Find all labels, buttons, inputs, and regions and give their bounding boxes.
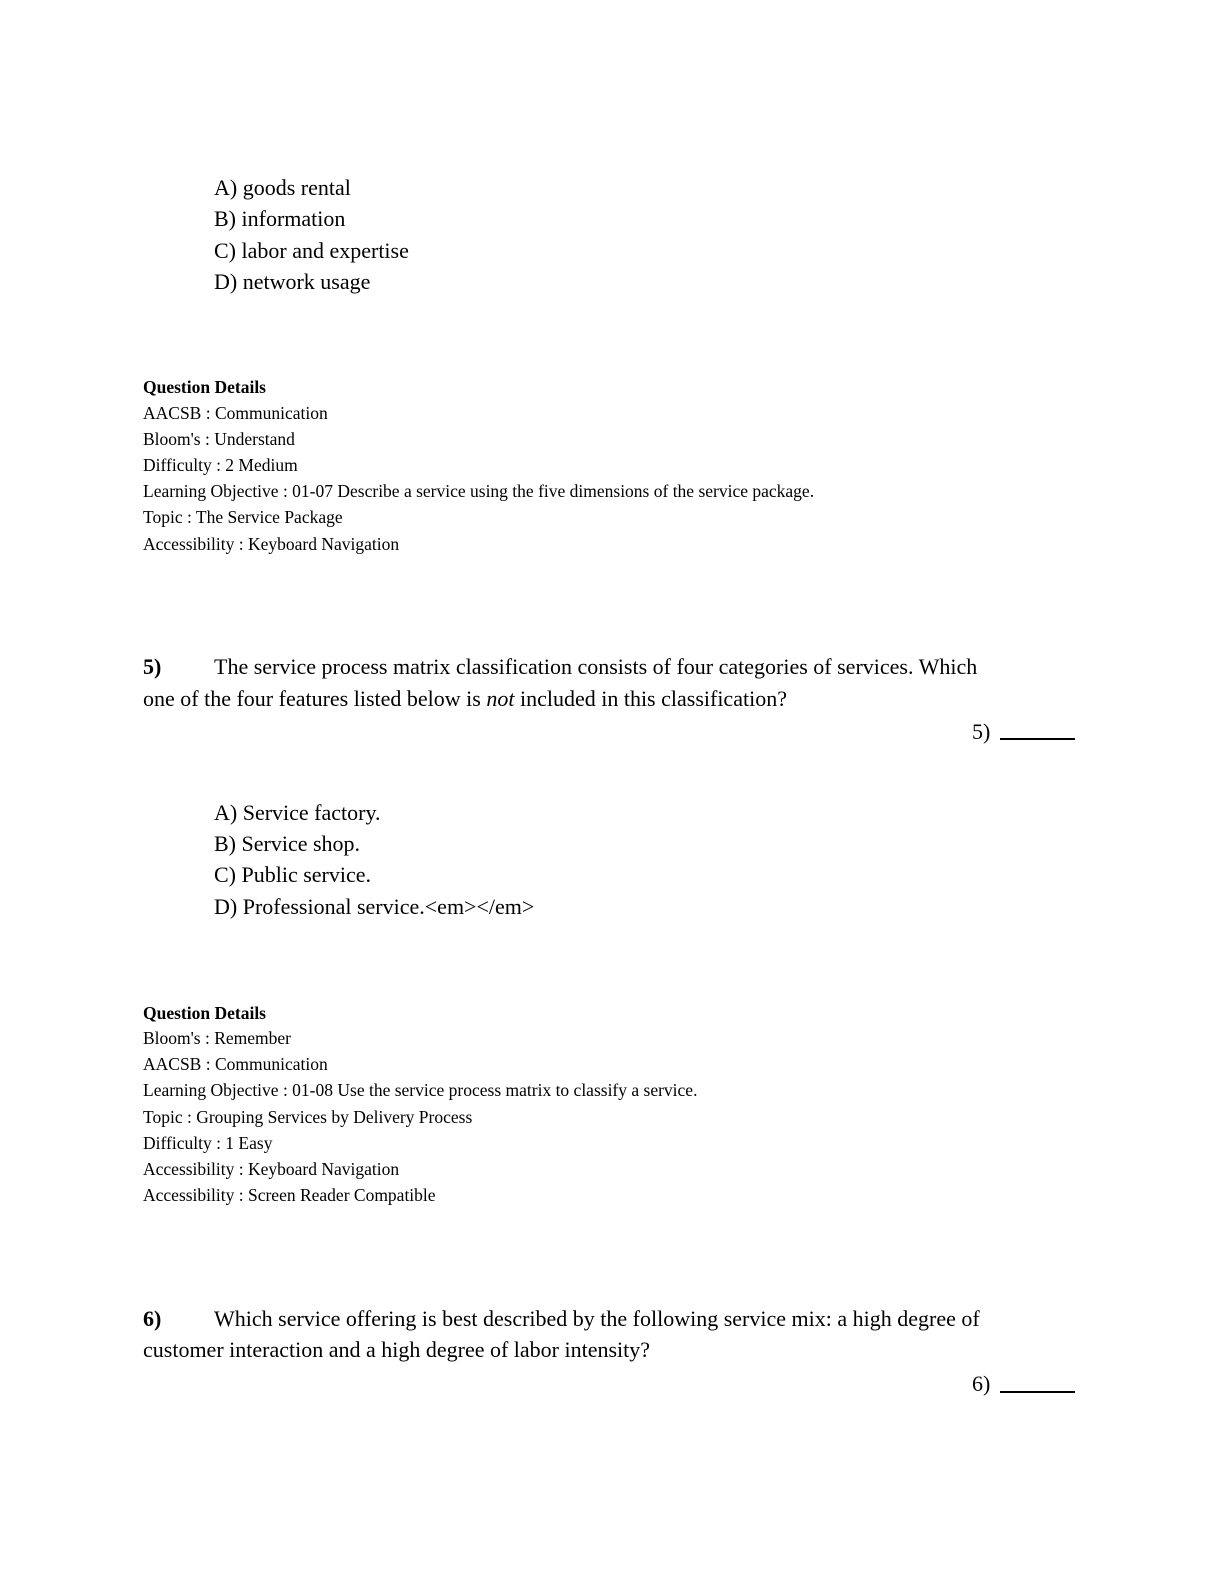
- choice-d: D) Professional service.<em></em>: [214, 894, 535, 919]
- question-details-title: Question Details: [143, 1003, 266, 1023]
- detail-line: AACSB : Communication: [143, 1054, 328, 1074]
- choice-a: A) goods rental: [214, 175, 351, 200]
- question-text-part: one of the four features listed below is: [143, 686, 487, 711]
- question-number: 6): [143, 1306, 162, 1331]
- answer-blank[interactable]: [1000, 738, 1075, 740]
- answer-label: 5): [972, 719, 991, 744]
- question-text: The service process matrix classification consists of four categories of services. Which: [214, 654, 978, 679]
- question-text-continued: customer interaction and a high degree of labor intensity?: [143, 1337, 651, 1362]
- question-number: 5): [143, 654, 162, 679]
- answer-blank[interactable]: [1000, 1391, 1075, 1393]
- question-text: Which service offering is best described by the following service mix: a high degree of: [214, 1306, 980, 1331]
- question-text-continued: [143, 687, 787, 711]
- detail-line: Bloom's : Remember: [143, 1028, 291, 1048]
- detail-line: Accessibility : Keyboard Navigation: [143, 1159, 400, 1179]
- detail-line: Learning Objective : 01-07 Describe a service using the five dimensions of the service package.: [143, 481, 815, 501]
- detail-line: Bloom's : Understand: [143, 429, 295, 449]
- detail-line: Topic : Grouping Services by Delivery Process: [143, 1107, 473, 1127]
- detail-line: Topic : The Service Package: [143, 507, 343, 527]
- choice-a: A) Service factory.: [214, 800, 381, 825]
- answer-label: 6): [972, 1371, 991, 1396]
- detail-line: Learning Objective : 01-08 Use the service process matrix to classify a service.: [143, 1080, 698, 1100]
- question-text-emphasis: not: [486, 686, 515, 711]
- choice-c: C) labor and expertise: [214, 238, 409, 263]
- choice-d: D) network usage: [214, 269, 371, 294]
- choice-b: B) Service shop.: [214, 831, 361, 856]
- detail-line: Accessibility : Keyboard Navigation: [143, 534, 400, 554]
- choice-b: B) information: [214, 206, 346, 231]
- detail-line: Difficulty : 1 Easy: [143, 1133, 273, 1153]
- choice-c: C) Public service.: [214, 862, 372, 887]
- detail-line: Difficulty : 2 Medium: [143, 455, 298, 475]
- question-text-part: included in this classification?: [514, 686, 787, 711]
- detail-line: Accessibility : Screen Reader Compatible: [143, 1185, 436, 1205]
- detail-line: AACSB : Communication: [143, 403, 328, 423]
- question-details-title: Question Details: [143, 377, 266, 397]
